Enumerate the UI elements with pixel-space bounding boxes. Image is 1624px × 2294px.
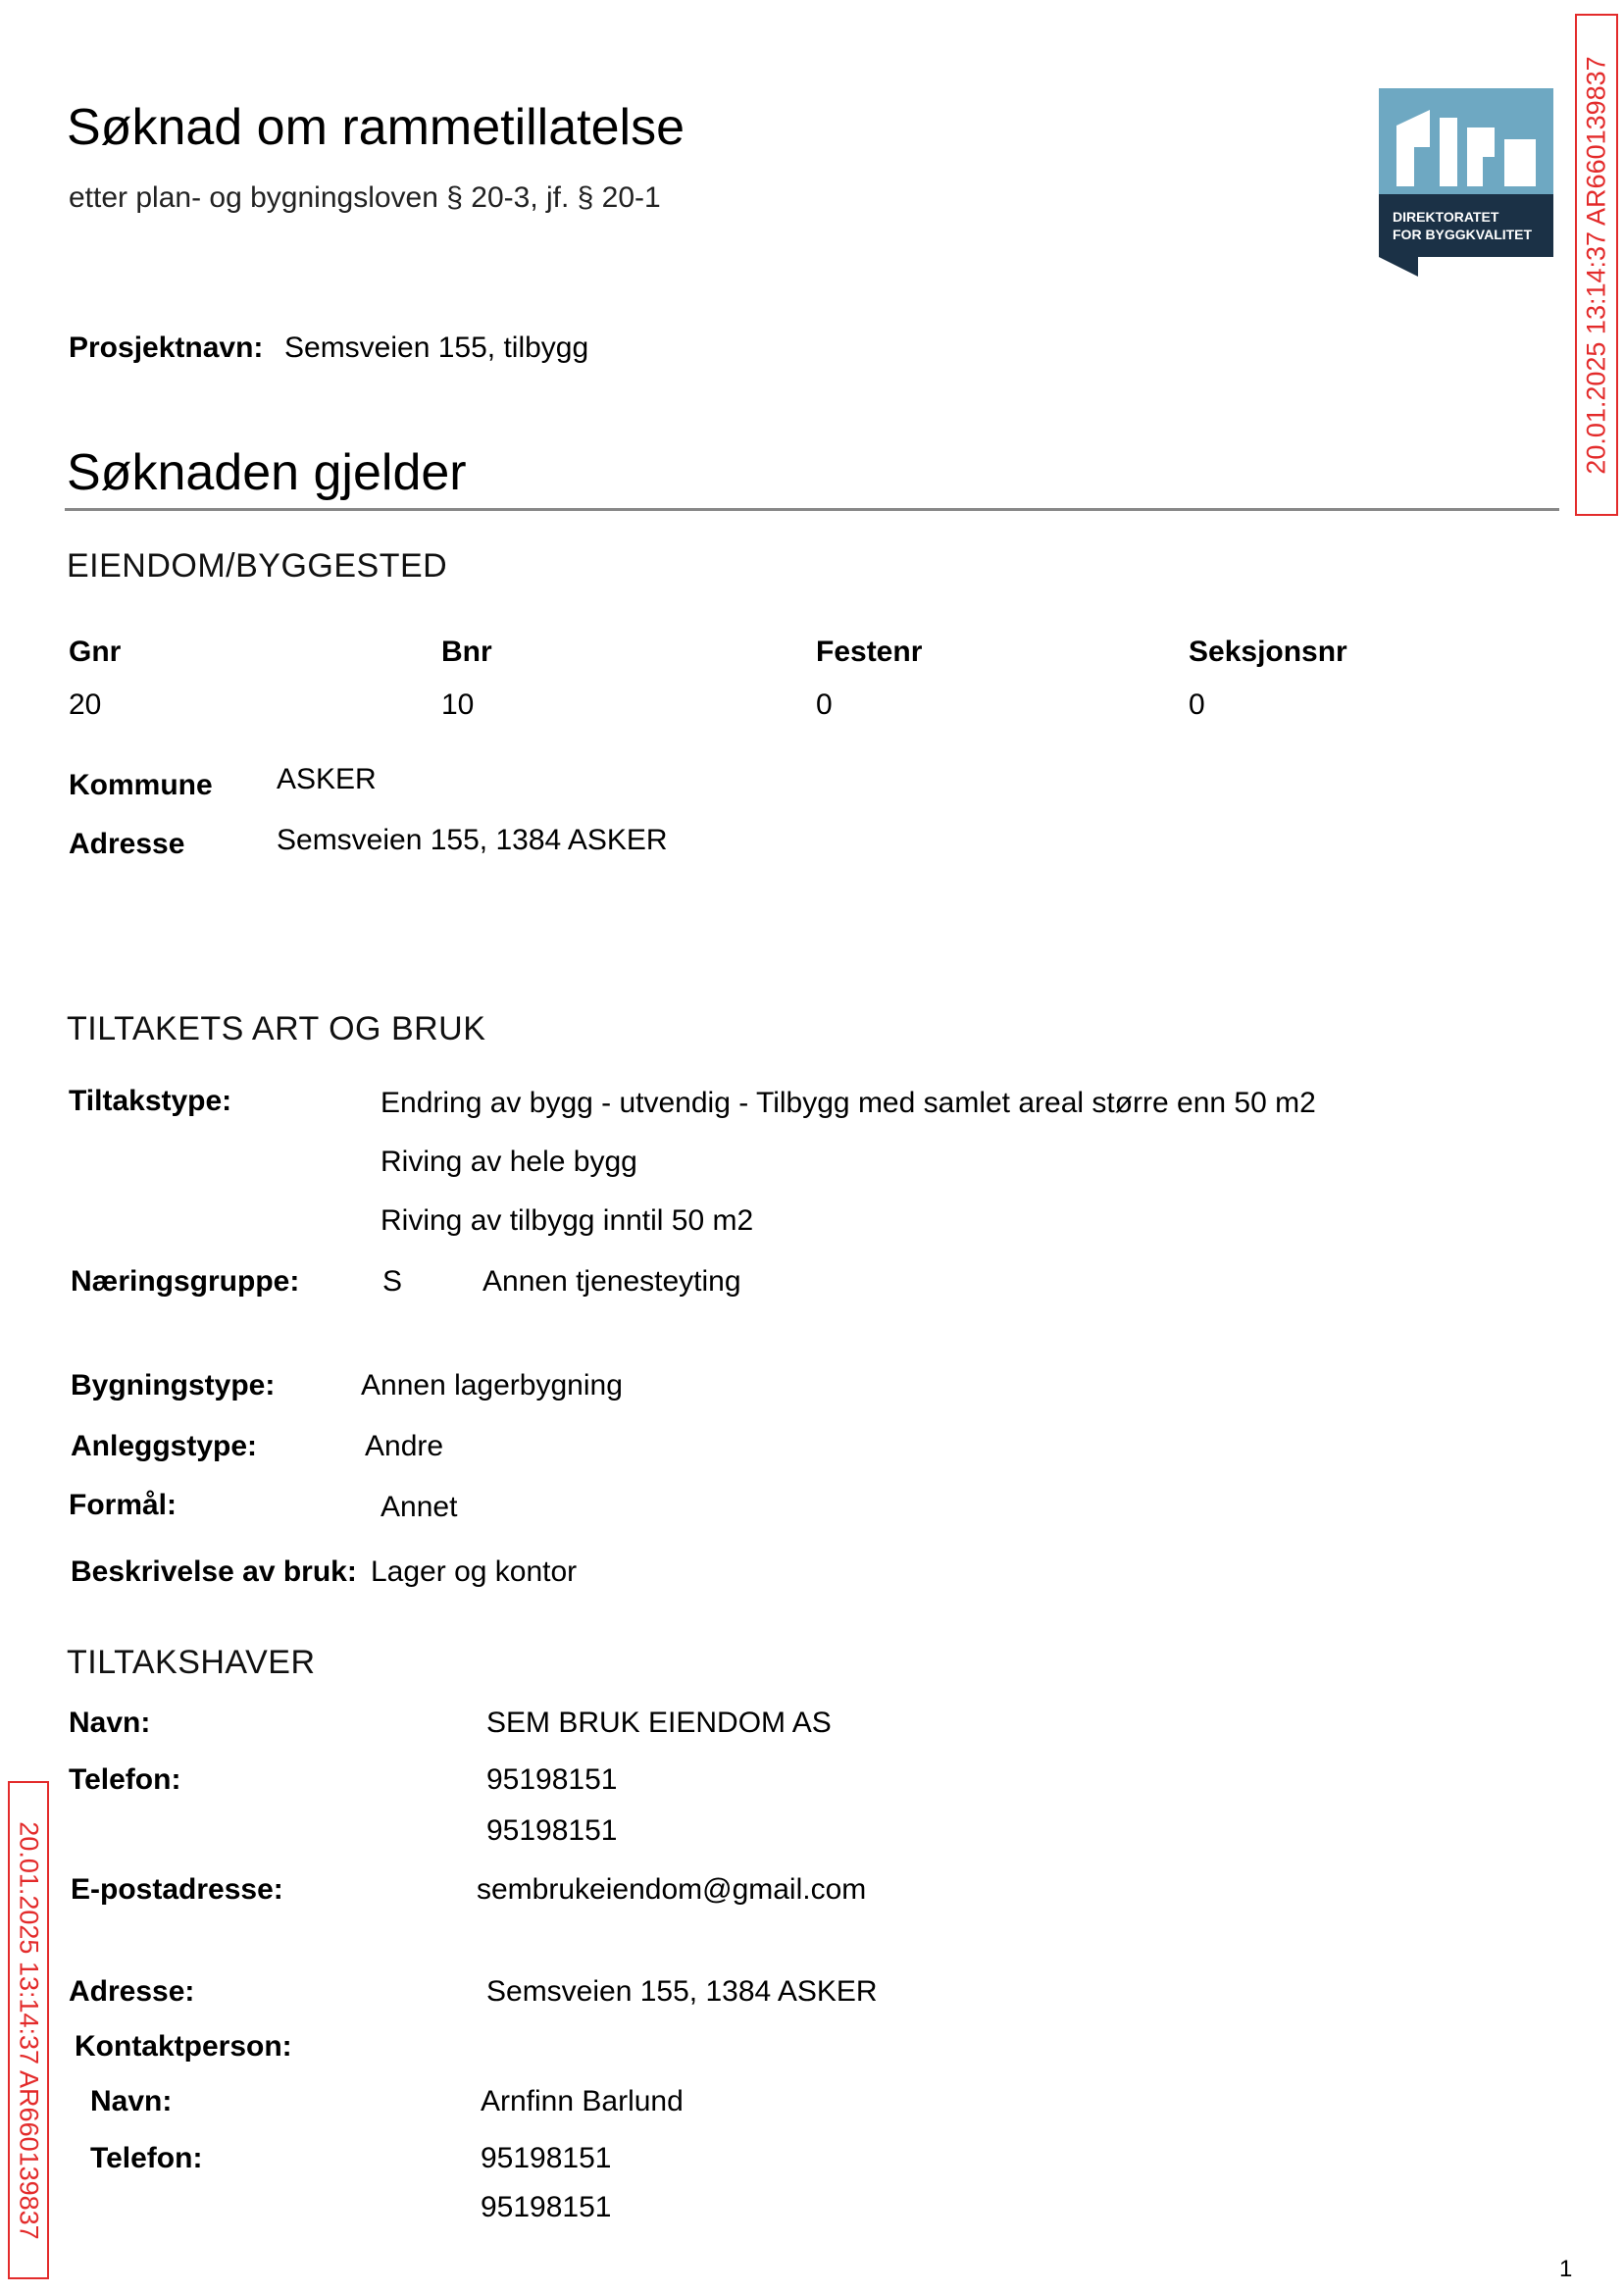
section-heading-main: Søknaden gjelder xyxy=(67,444,467,501)
naeringsgruppe-label: Næringsgruppe: xyxy=(71,1265,300,1298)
kommune-value: ASKER xyxy=(277,763,377,795)
kontakt-telefon-value-2: 95198151 xyxy=(481,2191,612,2223)
timestamp-text-left: 20.01.2025 13:14:37 AR660139837 xyxy=(14,1820,44,2240)
heading-property: EIENDOM/BYGGESTED xyxy=(67,547,448,585)
tiltakshaver-epost-label: E-postadresse: xyxy=(71,1873,283,1906)
tiltakshaver-telefon-value-1: 95198151 xyxy=(486,1763,618,1796)
tiltakstype-label: Tiltakstype: xyxy=(69,1085,232,1117)
gnr-value: 20 xyxy=(69,688,102,721)
section-divider xyxy=(65,508,1559,511)
bnr-value: 10 xyxy=(441,688,475,721)
project-label: Prosjektnavn: xyxy=(69,331,264,364)
naeringsgruppe-value: Annen tjenesteyting xyxy=(482,1265,741,1298)
tiltakshaver-adresse-value: Semsveien 155, 1384 ASKER xyxy=(486,1975,878,2008)
heading-tiltakshaver: TILTAKSHAVER xyxy=(67,1644,316,1681)
beskrivelse-value: Lager og kontor xyxy=(371,1555,578,1588)
formal-label: Formål: xyxy=(69,1489,178,1521)
page-number: 1 xyxy=(1559,2256,1573,2282)
festenr-value: 0 xyxy=(816,688,833,721)
dibk-logo xyxy=(1379,88,1553,277)
anleggstype-label: Anleggstype: xyxy=(71,1430,258,1462)
logo-text-line1: DIREKTORATET xyxy=(1393,209,1499,225)
tiltakshaver-telefon-label: Telefon: xyxy=(69,1763,181,1796)
kommune-label: Kommune xyxy=(69,769,213,801)
tiltakshaver-telefon-value-2: 95198151 xyxy=(486,1814,618,1847)
tiltakshaver-navn-value: SEM BRUK EIENDOM AS xyxy=(486,1707,832,1739)
project-value: Semsveien 155, tilbygg xyxy=(284,331,589,364)
timestamp-text-right: 20.01.2025 13:14:37 AR660139837 xyxy=(1581,55,1611,475)
tiltakstype-value-3: Riving av tilbygg inntil 50 m2 xyxy=(381,1204,754,1237)
tiltakshaver-adresse-label: Adresse: xyxy=(69,1975,195,2008)
beskrivelse-label: Beskrivelse av bruk: xyxy=(71,1555,357,1588)
tiltakshaver-epost-value: sembrukeiendom@gmail.com xyxy=(477,1873,867,1906)
heading-tiltak: TILTAKETS ART OG BRUK xyxy=(67,1010,486,1047)
adresse-label: Adresse xyxy=(69,828,185,860)
tiltakstype-value-2: Riving av hele bygg xyxy=(381,1146,637,1178)
tiltakstype-value-1: Endring av bygg - utvendig - Tilbygg med samlet areal større enn 50 m2 xyxy=(381,1087,1316,1119)
kontakt-navn-value: Arnfinn Barlund xyxy=(481,2085,684,2117)
building-logo-icon xyxy=(1379,88,1553,277)
bygningstype-value: Annen lagerbygning xyxy=(361,1369,623,1402)
kontakt-navn-label: Navn: xyxy=(90,2085,173,2117)
document-title: Søknad om rammetillatelse xyxy=(67,99,685,156)
seksjonsnr-value: 0 xyxy=(1189,688,1205,721)
gnr-label: Gnr xyxy=(69,636,122,668)
seksjonsnr-label: Seksjonsnr xyxy=(1189,636,1347,668)
kontakt-telefon-value-1: 95198151 xyxy=(481,2142,612,2174)
timestamp-stamp-right xyxy=(1575,14,1618,516)
kontakt-telefon-label: Telefon: xyxy=(90,2142,203,2174)
document-subtitle: etter plan- og bygningsloven § 20-3, jf. § 20-1 xyxy=(69,181,661,214)
formal-value: Annet xyxy=(381,1491,458,1523)
logo-text-line2: FOR BYGGKVALITET xyxy=(1393,227,1533,242)
anleggstype-value: Andre xyxy=(365,1430,444,1462)
tiltakshaver-navn-label: Navn: xyxy=(69,1707,151,1739)
naeringsgruppe-code: S xyxy=(382,1265,403,1298)
timestamp-stamp-left xyxy=(8,1781,49,2279)
adresse-value: Semsveien 155, 1384 ASKER xyxy=(277,824,668,856)
kontaktperson-label: Kontaktperson: xyxy=(75,2030,292,2063)
bnr-label: Bnr xyxy=(441,636,492,668)
festenr-label: Festenr xyxy=(816,636,923,668)
bygningstype-label: Bygningstype: xyxy=(71,1369,276,1402)
